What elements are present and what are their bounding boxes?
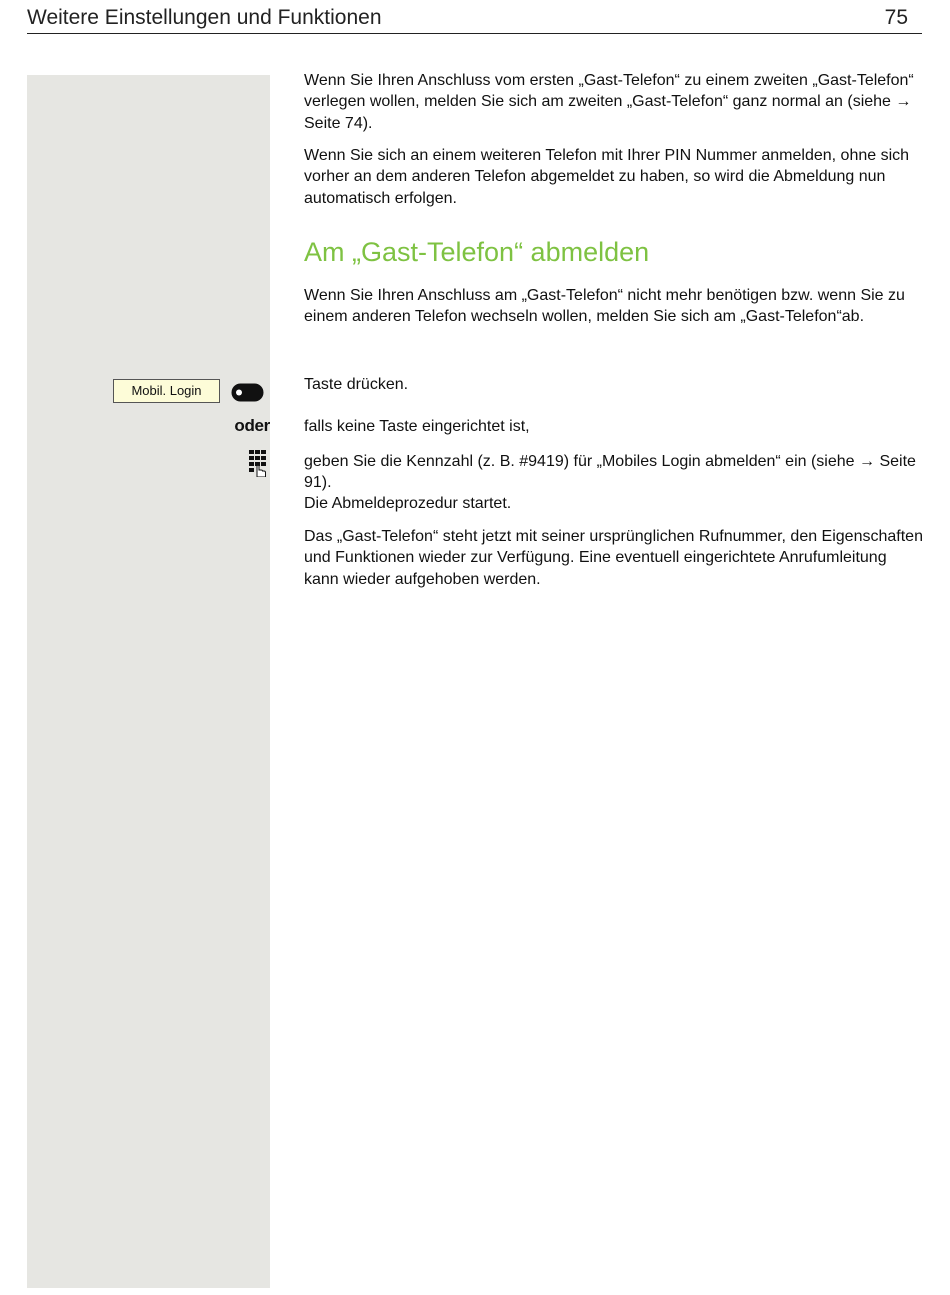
oder-label: oder (234, 416, 270, 435)
header-title: Weitere Einstellungen und Funktionen (27, 6, 382, 29)
page-number: 75 (884, 6, 908, 29)
outro-paragraph: Das „Gast-Telefon“ steht jetzt mit seiner ursprünglichen Rufnummer, den Eigenschaften und Funktionen wieder zur Verfügung. Eine eventuell eingerichtete Anrufumleitung kann wieder aufgehoben werden. (304, 528, 923, 588)
mobil-login-softkey[interactable]: Mobil. Login (113, 379, 220, 403)
section-heading: Am „Gast-Telefon“ abmelden (304, 237, 650, 267)
keypad-icon (248, 449, 268, 477)
sidebar-column (27, 75, 270, 1288)
intro-paragraph-2: Wenn Sie sich an einem weiteren Telefon mit Ihrer PIN Nummer anmelden, ohne sich vorher an dem anderen Telefon abgemeldet zu haben, so wird die Abmeldung nun automatisch erfolgen. (304, 147, 910, 207)
step-logout-starts: Die Abmeldeprozedur startet. (304, 495, 512, 512)
section-intro: Wenn Sie Ihren Anschluss am „Gast-Telefon“ nicht mehr benötigen bzw. wenn Sie zu einem anderen Telefon wechseln wollen, melden Sie sich am „Gast-Telefon“ab. (304, 287, 905, 326)
step-enter-code: geben Sie die Kennzahl (z. B. #9419) für „Mobiles Login abmelden“ ein (siehe → Seite 91). (304, 453, 916, 492)
step-press-key: Taste drücken. (304, 376, 409, 393)
page-header (27, 4, 922, 34)
function-key-icon (231, 383, 264, 402)
intro-paragraph-1: Wenn Sie Ihren Anschluss vom ersten „Gast-Telefon“ zu einem zweiten „Gast-Telefon“ verlegen wollen, melden Sie sich am zweiten „Gast-Telefon“ ganz normal an (siehe → Seite 74). (304, 72, 914, 132)
step-no-key: falls keine Taste eingerichtet ist, (304, 418, 530, 435)
